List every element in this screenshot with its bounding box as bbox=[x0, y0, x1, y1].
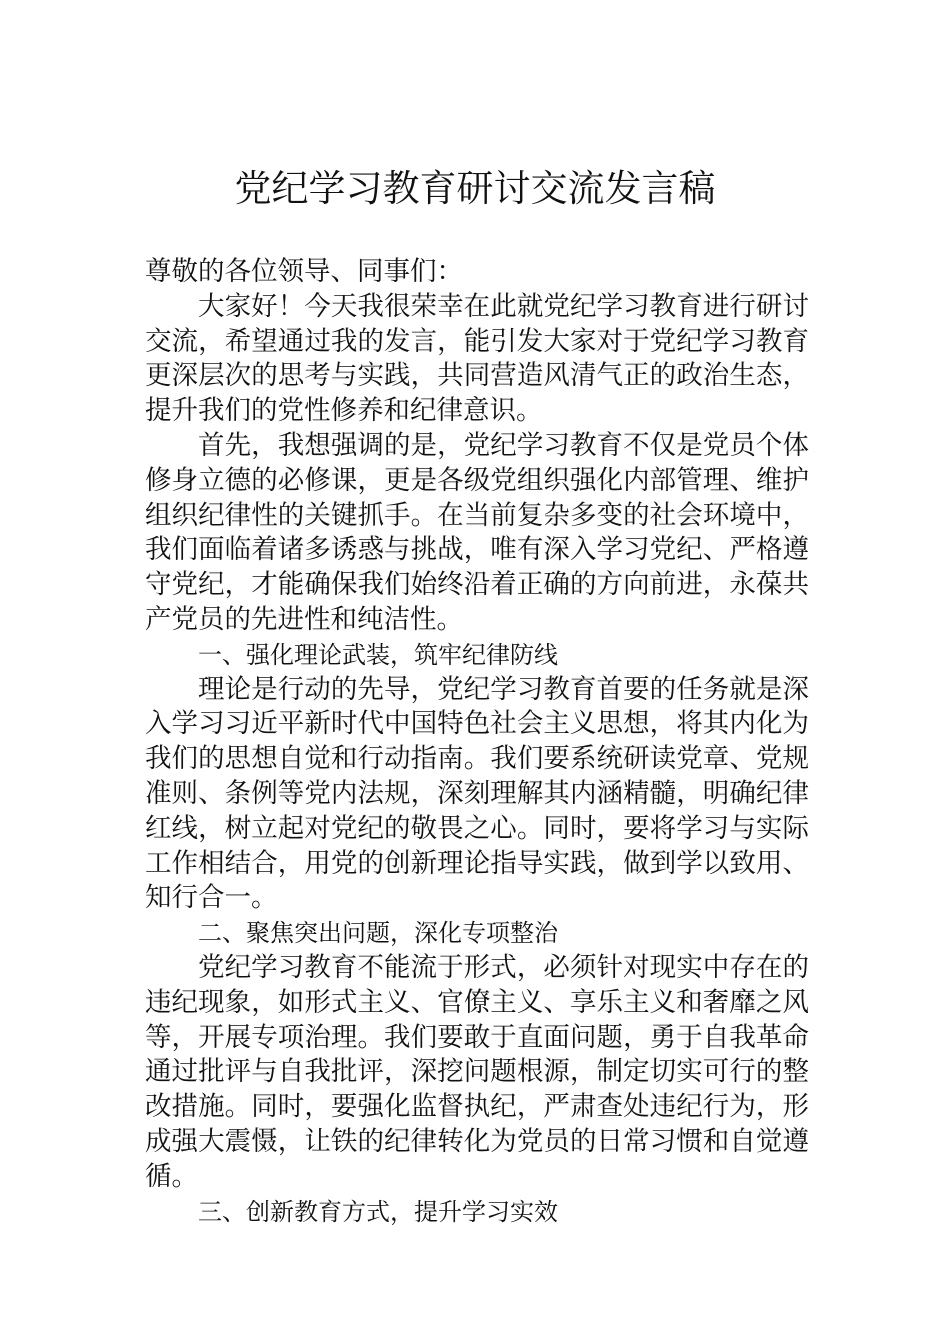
section-heading-2: 二、聚焦突出问题，深化专项整治 bbox=[198, 919, 558, 948]
salutation: 尊敬的各位领导、同事们： bbox=[145, 256, 463, 287]
section-text-1: 理论是行动的先导，党纪学习教育首要的任务就是深入学习习近平新时代中国特色社会主义思想，将其内化为我们的思想自觉和行动指南。我们要系统研读党章、党规准则、条例等党内法规，深刻理解其内涵精髓，明确纪律红线，树立起对党纪的敬畏之心。同时，要将学习与实际工作相结合，用党的创新理论指导实践，做到学以致用、知行合一。 bbox=[145, 673, 809, 914]
section-heading-3: 三、创新教育方式，提升学习实效 bbox=[198, 1197, 558, 1226]
paragraph-emphasis: 首先，我想强调的是，党纪学习教育不仅是党员个体修身立德的必修课，更是各级党组织强化内部管理、维护组织纪律性的关键抓手。在当前复杂多变的社会环境中，我们面临着诸多诱惑与挑战，唯有深入学习党纪、严格遵守党纪，才能确保我们始终沿着正确的方向前进，永葆共产党员的先进性和纯洁性。 bbox=[145, 429, 809, 635]
section-text-2: 党纪学习教育不能流于形式，必须针对现实中存在的违纪现象，如形式主义、官僚主义、享乐主义和奢靡之风等，开展专项治理。我们要敢于直面问题，勇于自我革命通过批评与自我批评，深挖问题根源，制定切实可行的整改措施。同时，要强化监督执纪，严肃查处违纪行为，形成强大震慑，让铁的纪律转化为党员的日常习惯和自觉遵循。 bbox=[145, 951, 809, 1192]
document-body bbox=[145, 255, 809, 1229]
paragraph-intro: 大家好！今天我很荣幸在此就党纪学习教育进行研讨交流，希望通过我的发言，能引发大家对于党纪学习教育更深层次的思考与实践，共同营造风清气正的政治生态，提升我们的党性修养和纪律意识。 bbox=[145, 290, 809, 427]
section-heading-1: 一、强化理论武装，筑牢纪律防线 bbox=[198, 640, 558, 669]
page-title: 党纪学习教育研讨交流发言稿 bbox=[234, 167, 716, 210]
